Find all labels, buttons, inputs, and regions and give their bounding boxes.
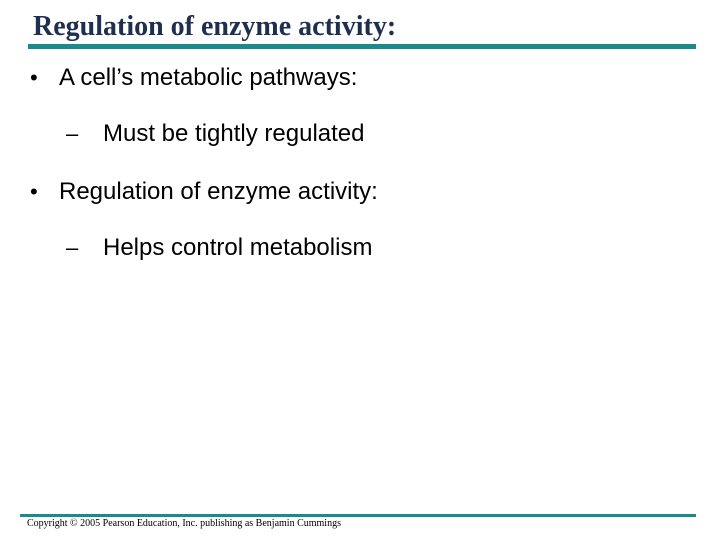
bullet-item [30, 178, 378, 206]
title-underline [28, 44, 696, 49]
copyright-notice: Copyright © 2005 Pearson Education, Inc. publishing as Benjamin Cummings [27, 518, 341, 529]
sub-bullet-item [66, 120, 364, 148]
bullet-marker: • [30, 65, 38, 90]
bullet-text: A cell’s metabolic pathways: [59, 64, 358, 91]
bullet-marker: • [30, 179, 38, 204]
sub-bullet-marker: – [66, 121, 79, 146]
footer-rule [20, 514, 696, 517]
sub-bullet-item [66, 234, 372, 262]
sub-bullet-text: Helps control metabolism [103, 234, 373, 261]
slide-title: Regulation of enzyme activity: [33, 11, 397, 42]
sub-bullet-marker: – [66, 235, 79, 260]
sub-bullet-text: Must be tightly regulated [103, 120, 365, 147]
bullet-item [30, 64, 357, 92]
bullet-text: Regulation of enzyme activity: [59, 178, 378, 205]
